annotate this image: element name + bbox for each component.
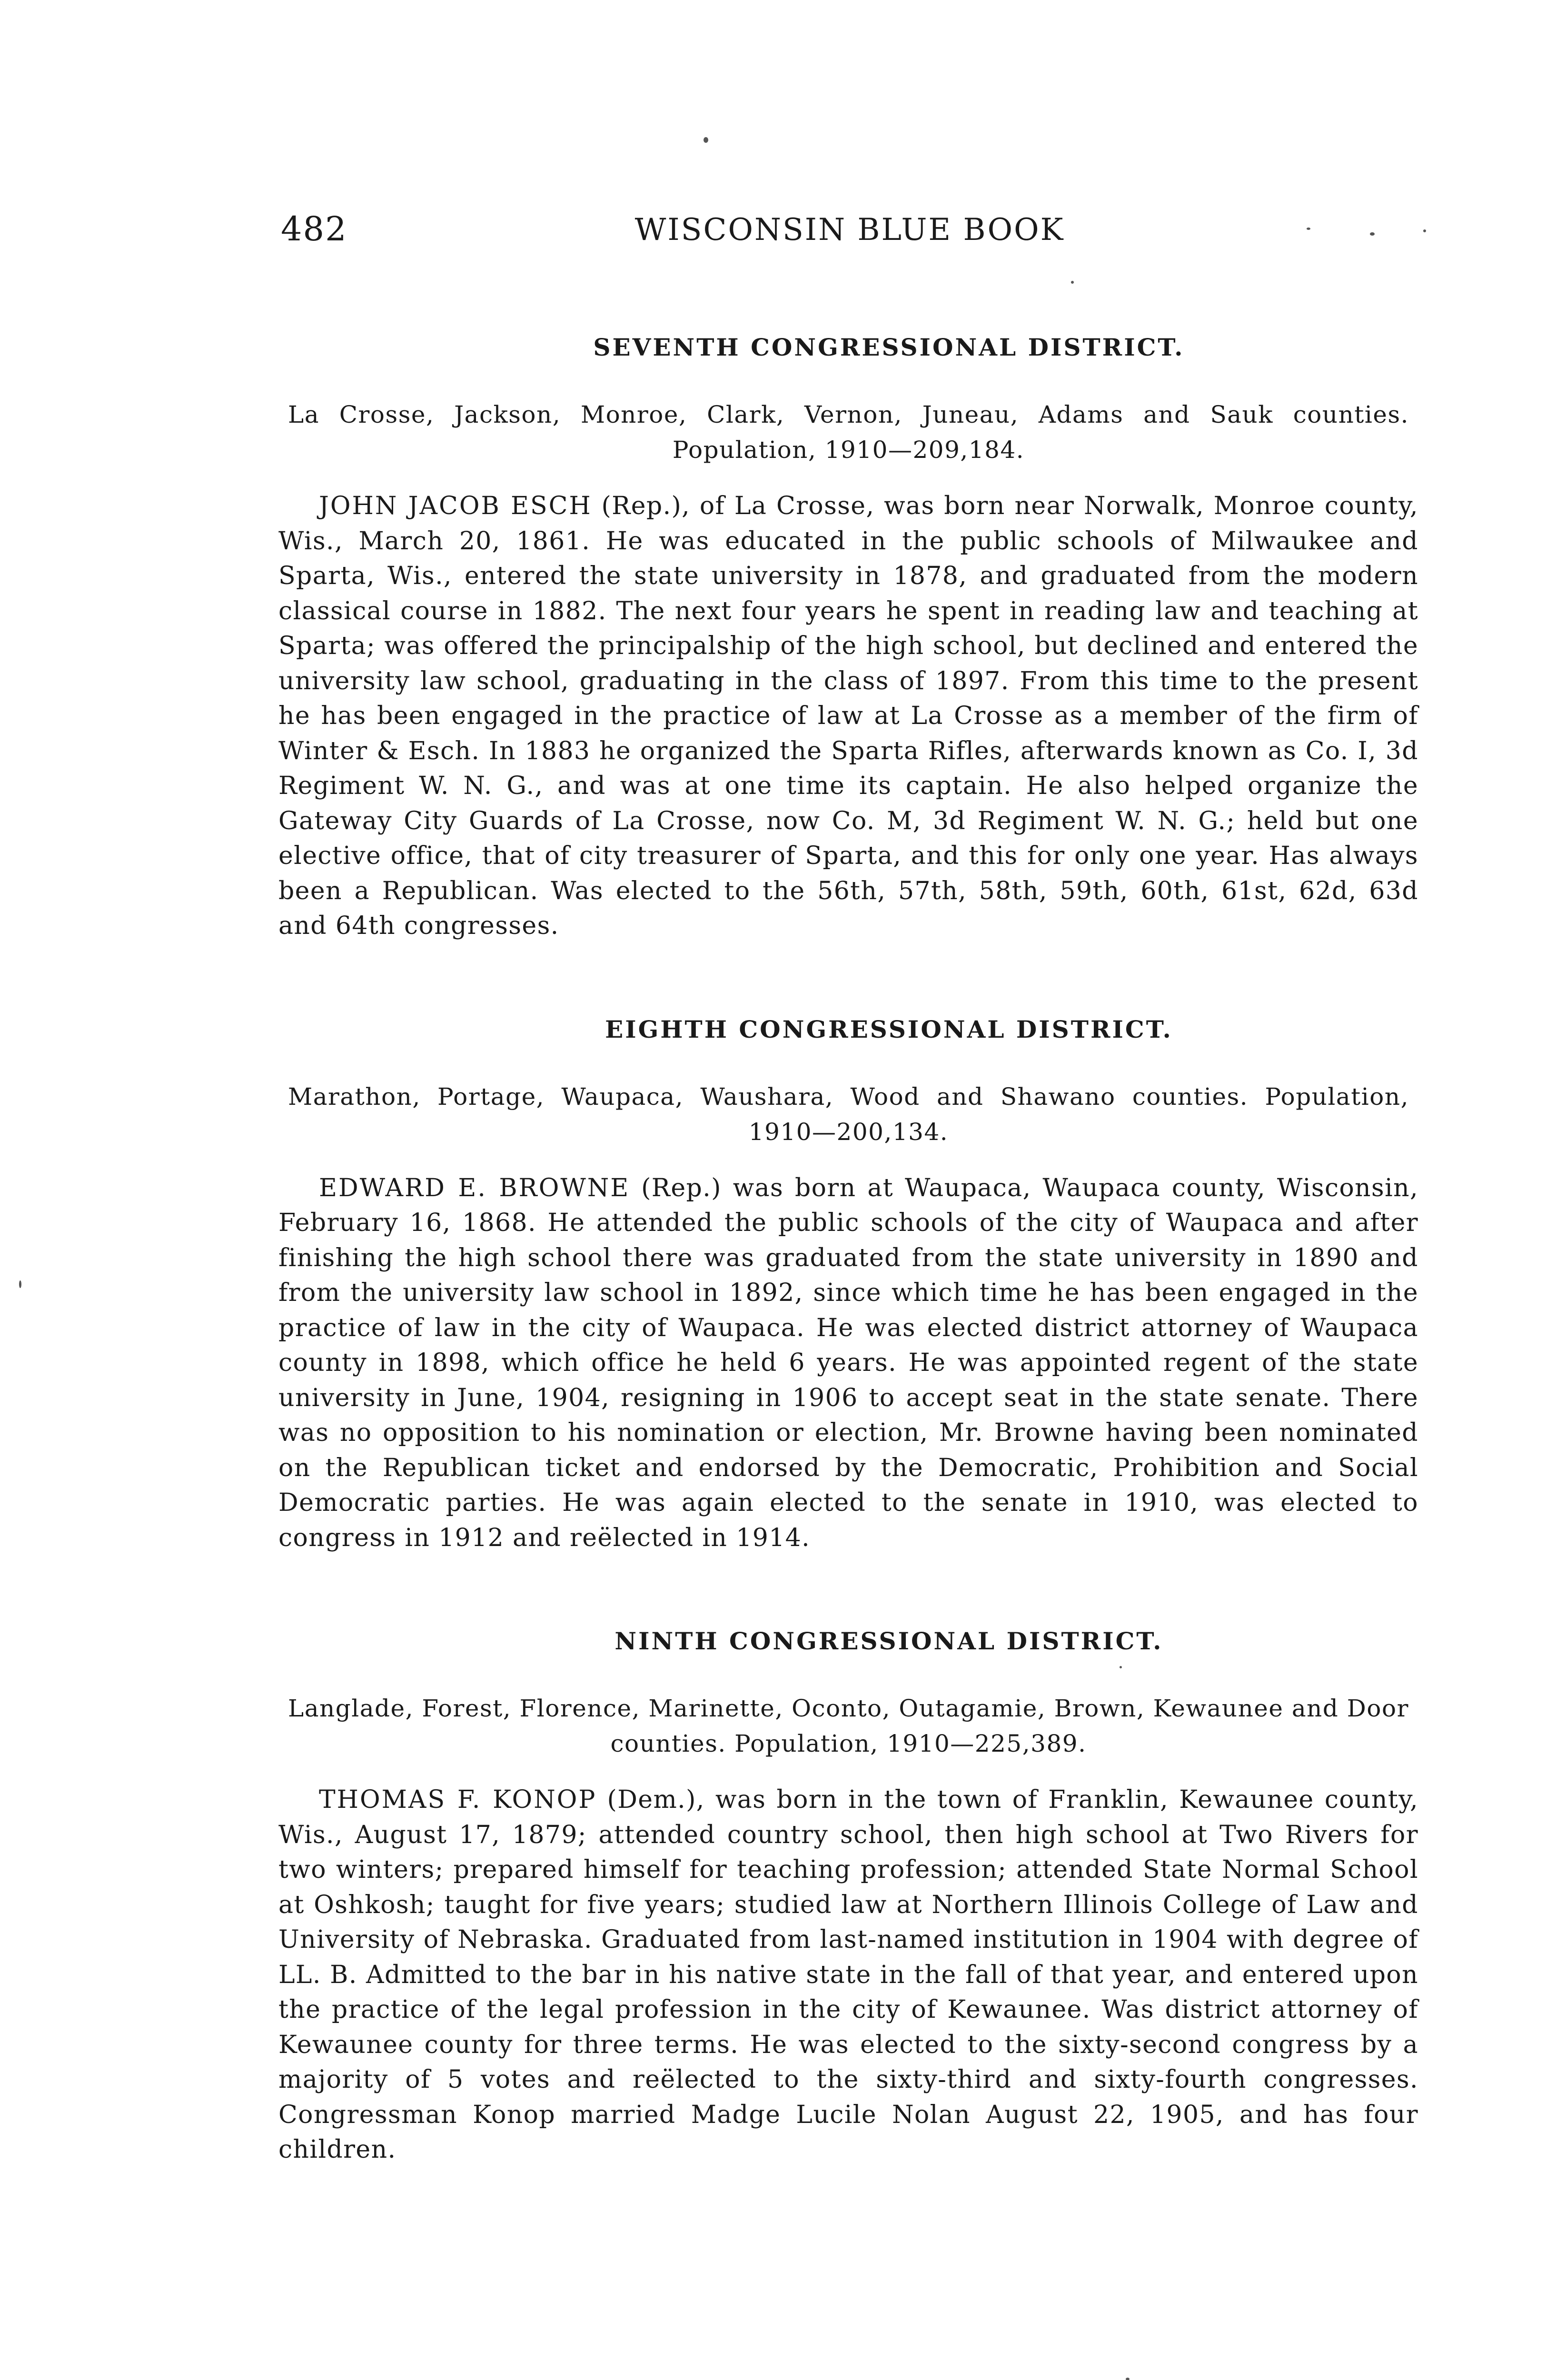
- ninth-district-section: [278, 1627, 1418, 2168]
- biography-text: (Rep.), of La Crosse, was born near Norwalk, Monroe county, Wis., March 20, 1861. He was educated in the public schools of Milwaukee and Sparta, Wis., entered the state university in 1878, and graduated from the modern classical course in 1882. The next four years he spent in reading law and teaching at Sparta; was offered the principalship of the high school, but declined and entered the university law school, graduating in the class of 1897. From this time to the present he has been engaged in the practice of law at La Crosse as a member of the firm of Winter & Esch. In 1883 he organized the Sparta Rifles, afterwards known as Co. I, 3d Regiment W. N. G., and was at one time its captain. He also helped organize the Gateway City Guards of La Crosse, now Co. M, 3d Regiment W. N. G.; held but one elective office, that of city treasurer of Sparta, and this for only one year. Has always been a Republican. Was elected to the 56th, 57th, 58th, 59th, 60th, 61st, 62d, 63d and 64th congresses.: [278, 492, 1418, 940]
- scan-speck: [1423, 229, 1426, 232]
- district-counties: Marathon, Portage, Waupaca, Waushara, Wood and Shawano counties. Population, 1910—200,134.: [288, 1082, 1409, 1146]
- scan-speck: [19, 1280, 21, 1288]
- running-head: [281, 209, 1418, 262]
- page-content: [278, 333, 1418, 2239]
- district-counties: La Crosse, Jackson, Monroe, Clark, Vernon, Juneau, Adams and Sauk counties. Population, 1910—209,184.: [288, 401, 1409, 464]
- congressman-name: JOHN JACOB ESCH: [319, 492, 592, 520]
- district-heading: SEVENTH CONGRESSIONAL DISTRICT.: [593, 333, 1185, 361]
- congressman-biography: [278, 1171, 1418, 1556]
- district-heading: NINTH CONGRESSIONAL DISTRICT.: [614, 1627, 1163, 1655]
- scan-speck: [1120, 1666, 1122, 1668]
- biography-text: (Dem.), was born in the town of Franklin, Kewaunee county, Wis., August 17, 1879; attended country school, then high school at Two Rivers for two winters; prepared himself for teaching profession; attended State Normal School at Oshkosh; taught for five years; studied law at Northern Illinois College of Law and University of Nebraska. Graduated from last-named institution in 1904 with degree of LL. B. Admitted to the bar in his native state in the fall of that year, and entered upon the practice of the legal profession in the city of Kewaunee. Was district attorney of Kewaunee county for three terms. He was elected to the sixty-second congress by a majority of 5 votes and reëlected to the sixty-third and sixty-fourth congresses. Congressman Konop married Madge Lucile Nolan August 22, 1905, and has four children.: [278, 1785, 1419, 2164]
- scan-speck: [704, 137, 708, 143]
- seventh-district-section: [278, 333, 1418, 944]
- biography-text: (Rep.) was born at Waupaca, Waupaca county, Wisconsin, February 16, 1868. He attended the public schools of the city of Waupaca and after finishing the high school there was graduated from the state university in 1890 and from the university law school in 1892, since which time he has been engaged in the practice of law in the city of Waupaca. He was elected district attorney of Waupaca county in 1898, which office he held 6 years. He was appointed regent of the state university in June, 1904, resigning in 1906 to accept seat in the state senate. There was no opposition to his nomination or election, Mr. Browne having been nominated on the Republican ticket and endorsed by the Democratic, Prohibition and Social Democratic parties. He was again elected to the senate in 1910, was elected to congress in 1912 and reëlected in 1914.: [278, 1173, 1418, 1552]
- scan-speck: [1370, 232, 1375, 236]
- scan-speck: [1071, 281, 1074, 284]
- congressman-name: THOMAS F. KONOP: [319, 1785, 597, 1814]
- page-number: 482: [281, 209, 347, 248]
- district-heading: EIGHTH CONGRESSIONAL DISTRICT.: [605, 1015, 1173, 1043]
- scan-speck: [1126, 2378, 1130, 2380]
- congressman-biography: [278, 1783, 1418, 2168]
- book-title: WISCONSIN BLUE BOOK: [634, 212, 1065, 248]
- congressman-biography: [278, 489, 1418, 944]
- district-counties: Langlade, Forest, Florence, Marinette, Oconto, Outagamie, Brown, Kewaunee and Door counties. Population, 1910—225,389.: [288, 1695, 1409, 1757]
- congressman-name: EDWARD E. BROWNE: [319, 1173, 630, 1202]
- eighth-district-section: [278, 1015, 1418, 1556]
- scan-speck: [1307, 228, 1310, 230]
